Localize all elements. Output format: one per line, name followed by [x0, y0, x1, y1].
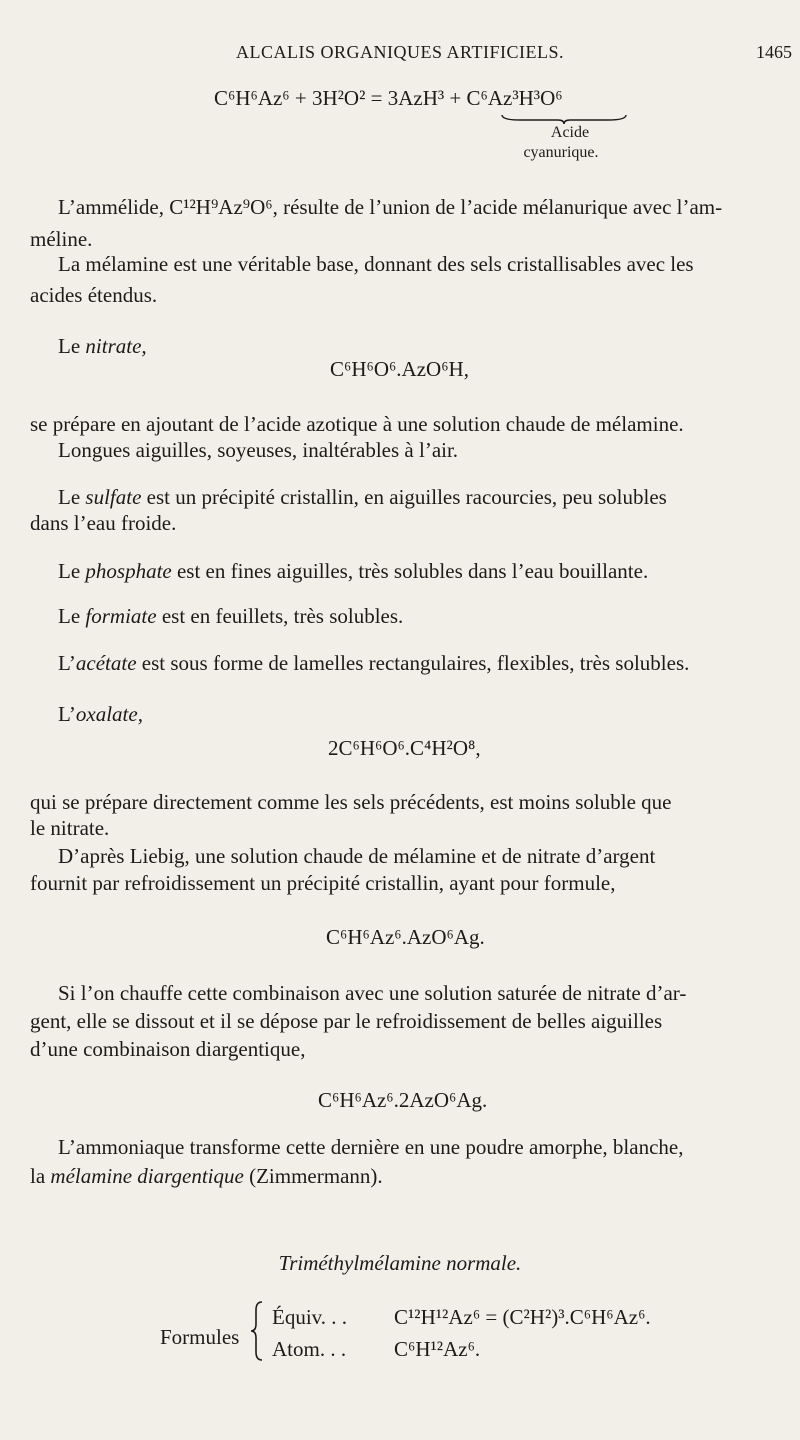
label-cyanurique: cyanurique. [523, 144, 599, 161]
salt-name-acetate: acétate [75, 651, 137, 675]
paragraph-line: L’ammélide, C¹²H⁹Az⁹O⁶, résulte de l’union de l’acide mélanurique avec l’am- [58, 195, 723, 219]
equiv-formula: C¹²H¹²Az⁶ = (C²H²)³.C⁶H⁶Az⁶. [394, 1305, 651, 1329]
paragraph-line: gent, elle se dissout et il se dépose par le refroidissement de belles aiguilles [30, 1009, 663, 1033]
oxalate-intro [58, 701, 143, 727]
paragraph-line: dans l’eau froide. [30, 511, 177, 535]
text-rest: est en fines aiguilles, très solubles dans l’eau bouillante. [171, 559, 649, 583]
formiate-line [58, 603, 403, 629]
paragraph-line: se prépare en ajoutant de l’acide azotique à une solution chaude de mélamine. [30, 412, 684, 436]
paragraph-line: L’ammoniaque transforme cette dernière en une poudre amorphe, blanche, [58, 1135, 684, 1159]
nitrate-intro [58, 333, 147, 359]
phosphate-line [58, 558, 648, 584]
paragraph-line: acides étendus. [30, 283, 158, 307]
diargentic-formula: C⁶H⁶Az⁶.2AzO⁶Ag. [318, 1088, 488, 1112]
paragraph-line: La mélamine est une véritable base, donnant des sels cristallisables avec les [58, 252, 694, 276]
running-title: ALCALIS ORGANIQUES ARTIFICIELS. [236, 42, 564, 62]
curly-brace [250, 1300, 266, 1362]
text-prefix: Le [58, 485, 86, 509]
paragraph-line: fournit par refroidissement un précipité cristallin, ayant pour formule, [30, 871, 616, 895]
running-header [0, 42, 800, 70]
paragraph-line: Si l’on chauffe cette combinaison avec une solution saturée de nitrate d’ar- [58, 981, 687, 1005]
salt-name-sulfate: sulfate [85, 485, 142, 509]
text-prefix: Le [58, 604, 86, 628]
nitrate-formula: C⁶H⁶O⁶.AzO⁶H, [330, 357, 469, 381]
page-number: 1465 [756, 42, 792, 62]
text-rest: est sous forme de lamelles rectangulaires, flexibles, très solubles. [136, 651, 690, 675]
equiv-label: Équiv. . . [272, 1305, 348, 1329]
ammonia-line [30, 1163, 383, 1189]
text-prefix: Le [58, 334, 86, 358]
text-prefix: L’ [58, 702, 76, 726]
paragraph-line: qui se prépare directement comme les sels précédents, est moins soluble que [30, 790, 672, 814]
text-prefix: L’ [58, 651, 76, 675]
text-rest: est un précipité cristallin, en aiguilles racourcies, peu solubles [141, 485, 667, 509]
paragraph-line: d’une combinaison diargentique, [30, 1037, 306, 1061]
silver-formula: C⁶H⁶Az⁶.AzO⁶Ag. [326, 925, 485, 949]
text-rest: (Zimmermann). [243, 1164, 383, 1188]
equation-cyanuric: C⁶H⁶Az⁶ + 3H²O² = 3AzH³ + C⁶Az³H³O⁶ [214, 86, 563, 110]
text-rest: est en feuillets, très solubles. [156, 604, 404, 628]
salt-name-oxalate: oxalate, [75, 702, 143, 726]
salt-name-nitrate: nitrate, [85, 334, 147, 358]
formules-label: Formules [160, 1325, 240, 1349]
atom-formula: C⁶H¹²Az⁶. [394, 1337, 481, 1361]
paragraph-line: méline. [30, 227, 93, 251]
text-prefix: Le [58, 559, 86, 583]
sulfate-line [58, 484, 667, 510]
paragraph-line: Longues aiguilles, soyeuses, inaltérables à l’air. [58, 438, 459, 462]
paragraph-line: le nitrate. [30, 816, 110, 840]
salt-name-phosphate: phosphate [85, 559, 172, 583]
compound-name: mélamine diargentique [50, 1164, 244, 1188]
label-acide: Acide [550, 124, 590, 141]
oxalate-formula: 2C⁶H⁶O⁶.C⁴H²O⁸, [328, 736, 481, 760]
paragraph-line: D’après Liebig, une solution chaude de mélamine et de nitrate d’argent [58, 844, 656, 868]
text-prefix: la [30, 1164, 51, 1188]
salt-name-formiate: formiate [85, 604, 157, 628]
atom-label: Atom. . . [272, 1337, 347, 1361]
section-title: Triméthylmélamine normale. [278, 1251, 522, 1275]
acetate-line [58, 650, 689, 676]
